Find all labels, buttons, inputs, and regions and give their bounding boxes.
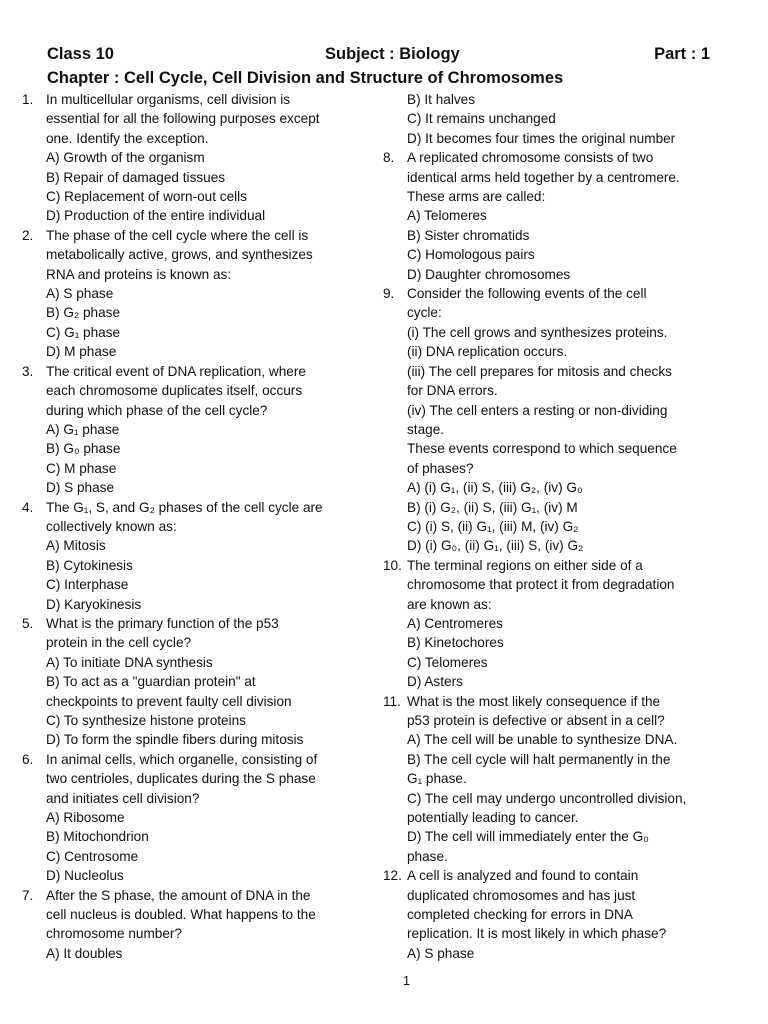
- question-line: D) (i) G₀, (ii) G₁, (iii) S, (iv) G₂: [407, 538, 584, 554]
- question-body: [407, 556, 728, 692]
- subject-label: Subject : Biology: [325, 45, 460, 63]
- question-line: D) Nucleolus: [46, 868, 124, 884]
- question-item: [383, 148, 728, 284]
- page-number: 1: [402, 973, 411, 988]
- question-line: A replicated chromosome consists of two: [407, 150, 654, 166]
- question-line: A) S phase: [46, 286, 114, 302]
- question-line: B) G₀ phase: [46, 441, 121, 457]
- question-line: In multicellular organisms, cell division is: [46, 92, 291, 107]
- question-line: duplicated chromosomes and has just: [407, 887, 636, 903]
- question-line: of phases?: [407, 460, 474, 476]
- question-line: (ii) DNA replication occurs.: [407, 344, 568, 360]
- question-line: C) To synthesize histone proteins: [46, 713, 246, 728]
- question-line: A cell is analyzed and found to contain: [407, 868, 639, 884]
- question-number: 7.: [22, 887, 34, 903]
- chapter-title: Chapter : Cell Cycle, Cell Division and Structure of Chromosomes: [47, 69, 564, 87]
- question-line: D) M phase: [46, 344, 117, 360]
- question-body: [46, 226, 362, 362]
- right-column: [383, 90, 728, 963]
- question-line: RNA and proteins is known as:: [46, 266, 232, 282]
- question-body: [407, 692, 728, 867]
- question-item: [22, 226, 362, 362]
- question-item: [22, 498, 362, 614]
- question-line: A) Mitosis: [46, 538, 106, 554]
- question-body: [407, 866, 728, 963]
- question-line: A) The cell will be unable to synthesize DNA.: [407, 732, 678, 748]
- question-line: D) Karyokinesis: [46, 596, 142, 612]
- question-number: 9.: [383, 286, 395, 302]
- question-number: 8.: [383, 150, 395, 166]
- question-line: (iv) The cell enters a resting or non-dividing: [407, 402, 668, 418]
- question-line: chromosome that protect it from degradation: [407, 577, 675, 593]
- question-line: A) Growth of the organism: [46, 150, 205, 166]
- question-line: C) Telomeres: [407, 654, 488, 670]
- question-item: [383, 866, 728, 963]
- question-line: two centrioles, duplicates during the S phase: [46, 771, 316, 787]
- question-line: (iii) The cell prepares for mitosis and checks: [407, 363, 672, 379]
- question-number: 3.: [22, 363, 34, 379]
- question-item: [22, 750, 362, 886]
- question-line: D) Production of the entire individual: [46, 208, 266, 224]
- question-line: C) G₁ phase: [46, 324, 121, 340]
- question-line: A) (i) G₁, (ii) S, (iii) G₂, (iv) G₀: [407, 480, 583, 496]
- question-line: B) (i) G₂, (ii) S, (iii) G₁, (iv) M: [407, 499, 578, 515]
- class-label: Class 10: [47, 45, 114, 63]
- question-number: 1.: [22, 92, 34, 107]
- question-line: p53 protein is defective or absent in a cell?: [407, 713, 665, 728]
- question-line: D) S phase: [46, 480, 115, 496]
- question-line: A) Centromeres: [407, 615, 503, 631]
- question-line: The terminal regions on either side of a: [407, 557, 643, 573]
- question-line: C) Homologous pairs: [407, 247, 535, 263]
- question-number: 2.: [22, 227, 34, 243]
- question-item: [22, 614, 362, 750]
- question-number: 10.: [383, 557, 402, 573]
- question-body: [46, 90, 362, 226]
- question-line: (i) The cell grows and synthesizes proteins.: [407, 324, 668, 340]
- question-body: [46, 362, 362, 498]
- question-line: B) Cytokinesis: [46, 557, 133, 573]
- question-number: 5.: [22, 615, 34, 631]
- question-line: and initiates cell division?: [46, 790, 200, 806]
- question-line: B) Sister chromatids: [407, 227, 530, 243]
- question-body: [407, 148, 728, 284]
- question-line: B) Kinetochores: [407, 635, 504, 651]
- question-line: A) Telomeres: [407, 208, 487, 224]
- question-line: identical arms held together by a centromere.: [407, 169, 680, 185]
- question-body: [46, 886, 362, 964]
- question-line: phase.: [407, 848, 448, 864]
- question-line: C) The cell may undergo uncontrolled division,: [407, 790, 687, 806]
- question-body: [46, 498, 362, 614]
- question-item: [22, 90, 362, 226]
- header-row: [47, 45, 710, 67]
- question-line: The phase of the cell cycle where the cell is: [46, 227, 309, 243]
- question-line: In animal cells, which organelle, consisting of: [46, 751, 318, 767]
- question-line: cell nucleus is doubled. What happens to the: [46, 907, 316, 923]
- question-line: The critical event of DNA replication, where: [46, 363, 306, 379]
- question-body: [46, 614, 362, 750]
- question-line: B) G₂ phase: [46, 305, 121, 321]
- question-line: checkpoints to prevent faulty cell division: [46, 693, 292, 709]
- question-line: completed checking for errors in DNA: [407, 907, 633, 923]
- continued-option-line: D) It becomes four times the original number: [407, 130, 676, 146]
- question-line: What is the most likely consequence if the: [407, 693, 661, 709]
- question-line: C) Centrosome: [46, 848, 139, 864]
- question-line: chromosome number?: [46, 926, 182, 942]
- question-number: 4.: [22, 499, 34, 515]
- question-line: cycle:: [407, 305, 442, 321]
- question-line: for DNA errors.: [407, 383, 498, 399]
- question-line: protein in the cell cycle?: [46, 635, 192, 651]
- question-line: These events correspond to which sequence: [407, 441, 677, 457]
- question-line: A) G₁ phase: [46, 421, 120, 437]
- question-line: G₁ phase.: [407, 771, 467, 787]
- part-label: Part : 1: [654, 45, 710, 63]
- continued-option-line: C) It remains unchanged: [407, 111, 556, 127]
- question-item: [383, 692, 728, 867]
- question-line: C) Interphase: [46, 577, 129, 593]
- question-line: C) M phase: [46, 460, 117, 476]
- question-line: collectively known as:: [46, 518, 177, 534]
- question-line: C) (i) S, (ii) G₁, (iii) M, (iv) G₂: [407, 518, 579, 534]
- question-line: D) Daughter chromosomes: [407, 266, 571, 282]
- question-line: are known as:: [407, 596, 492, 612]
- question-number: 12.: [383, 868, 402, 884]
- question-body: [407, 284, 728, 556]
- question-line: The G₁, S, and G₂ phases of the cell cycle are: [46, 499, 323, 515]
- question-line: A) Ribosome: [46, 810, 125, 826]
- question-number: 11.: [383, 693, 401, 709]
- question-line: during which phase of the cell cycle?: [46, 402, 268, 418]
- question-item: [383, 556, 728, 692]
- question-body: [46, 750, 362, 886]
- question-line: What is the primary function of the p53: [46, 615, 279, 631]
- question-line: one. Identify the exception.: [46, 130, 209, 146]
- question-line: potentially leading to cancer.: [407, 810, 579, 826]
- question-line: Consider the following events of the cell: [407, 286, 647, 302]
- question-line: B) To act as a "guardian protein" at: [46, 674, 256, 690]
- question-line: each chromosome duplicates itself, occurs: [46, 383, 303, 399]
- left-column: [22, 90, 362, 963]
- question-item: [22, 886, 362, 964]
- question-line: C) Replacement of worn-out cells: [46, 189, 247, 205]
- question-line: A) S phase: [407, 945, 475, 961]
- question-number: 6.: [22, 751, 34, 767]
- question-line: These arms are called:: [407, 189, 546, 205]
- question-line: essential for all the following purposes except: [46, 111, 320, 127]
- question-line: B) Mitochondrion: [46, 829, 149, 845]
- question-line: replication. It is most likely in which phase?: [407, 926, 667, 942]
- question-line: metabolically active, grows, and synthesizes: [46, 247, 313, 263]
- continued-option-line: B) It halves: [407, 92, 475, 107]
- question-line: A) It doubles: [46, 945, 123, 961]
- question-line: D) To form the spindle fibers during mitosis: [46, 732, 304, 748]
- question-line: D) Asters: [407, 674, 463, 690]
- question-line: A) To initiate DNA synthesis: [46, 654, 213, 670]
- question-line: B) The cell cycle will halt permanently in the: [407, 751, 671, 767]
- question-line: D) The cell will immediately enter the G₀: [407, 829, 649, 845]
- question-line: After the S phase, the amount of DNA in the: [46, 887, 311, 903]
- question-line: B) Repair of damaged tissues: [46, 169, 226, 185]
- question-item: [22, 362, 362, 498]
- question-line: stage.: [407, 421, 445, 437]
- question-item: [383, 284, 728, 556]
